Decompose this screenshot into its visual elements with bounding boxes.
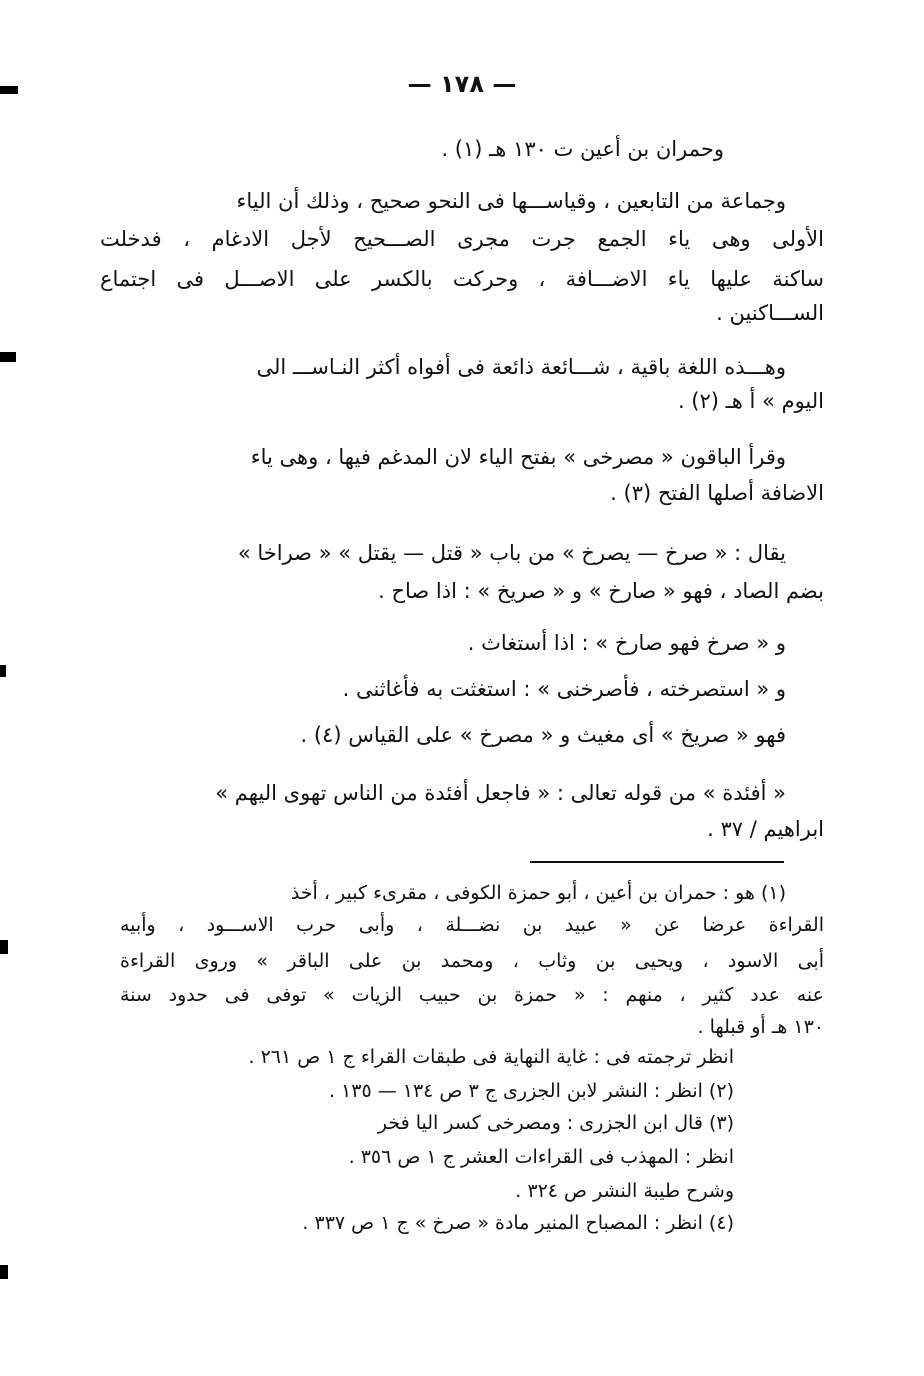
body-line: بضم الصاد ، فهو « صارخ » و « صريخ » : اذا صاح . bbox=[378, 579, 824, 603]
body-line: الأولى وهى ياء الجمع جرت مجرى الصـــحيح لأجل الادغام ، فدخلت bbox=[100, 227, 824, 251]
footnote-line: ١٣٠ هـ أو قبلها . bbox=[697, 1016, 824, 1038]
body-line: فهو « صريخ » أى مغيث و « مصرخ » على القياس (٤) . bbox=[300, 723, 786, 747]
body-line: اليوم » أ هـ (٢) . bbox=[677, 389, 824, 413]
footnote-separator bbox=[530, 861, 784, 863]
body-line: ساكنة عليها ياء الاضـــافة ، وحركت بالكسر على الاصـــل فى اجتماع bbox=[100, 267, 824, 291]
body-line: « أفئدة » من قوله تعالى : « فاجعل أفئدة من الناس تهوى اليهم » bbox=[215, 781, 786, 805]
footnote-line: (١) هو : حمران بن أعين ، أبو حمزة الكوفى ، مقرىء كبير ، أخذ bbox=[290, 882, 786, 904]
body-line: و « صرخ فهو صارخ » : اذا أستغاث . bbox=[467, 631, 786, 655]
scan-mark bbox=[0, 940, 8, 954]
body-line: يقال : « صرخ — يصرخ » من باب « قتل — يقتل » « صراخا » bbox=[237, 541, 786, 565]
footnote-line: وشرح طيبة النشر ص ٣٢٤ . bbox=[515, 1180, 734, 1202]
footnote-line: (٤) انظر : المصباح المنير مادة « صرخ » ج ١ ص ٣٣٧ . bbox=[302, 1212, 734, 1234]
body-line: الاضافة أصلها الفتح (٣) . bbox=[610, 481, 824, 505]
scan-mark bbox=[0, 665, 6, 677]
page-number: — ١٧٨ — bbox=[407, 70, 517, 98]
body-line: وقرأ الباقون « مصرخى » بفتح الياء لان المدغم فيها ، وهى ياء bbox=[250, 445, 786, 469]
footnote-line: أبى الاسود ، ويحيى بن وثاب ، ومحمد بن على الباقر » وروى القراءة bbox=[120, 950, 824, 972]
scan-mark bbox=[0, 352, 16, 362]
body-line: وهـــذه اللغة باقية ، شـــائعة ذائعة فى أفواه أكثر النـاســـ الى bbox=[256, 355, 786, 379]
footnote-line: القراءة عرضا عن « عبيد بن نضـــلة ، وأبى حرب الاســـود ، وأبيه bbox=[120, 914, 824, 936]
body-line: و « استصرخته ، فأصرخنى » : استغثت به فأغاثنى . bbox=[342, 677, 786, 701]
body-line: وجماعة من التابعين ، وقياســـها فى النحو صحيح ، وذلك أن الياء bbox=[236, 189, 786, 213]
scan-mark bbox=[0, 1265, 8, 1279]
footnote-line: (٢) انظر : النشر لابن الجزرى ج ٣ ص ١٣٤ — ١٣٥ . bbox=[328, 1080, 734, 1102]
footnote-line: انظر : المهذب فى القراءات العشر ج ١ ص ٣٥٦ . bbox=[348, 1146, 734, 1168]
footnote-line: (٣) قال ابن الجزرى : ومصرخى كسر اليا فخر bbox=[377, 1112, 734, 1134]
body-line: ابراهيم / ٣٧ . bbox=[707, 817, 824, 841]
footnote-line: انظر ترجمته فى : غاية النهاية فى طبقات القراء ج ١ ص ٢٦١ . bbox=[248, 1046, 734, 1068]
footnote-line: عنه عدد كثير ، منهم : « حمزة بن حبيب الزيات » توفى فى حدود سنة bbox=[120, 984, 824, 1006]
body-line: الســـاكنين . bbox=[716, 301, 824, 325]
body-line: وحمران بن أعين ت ١٣٠ هـ (١) . bbox=[441, 137, 724, 161]
